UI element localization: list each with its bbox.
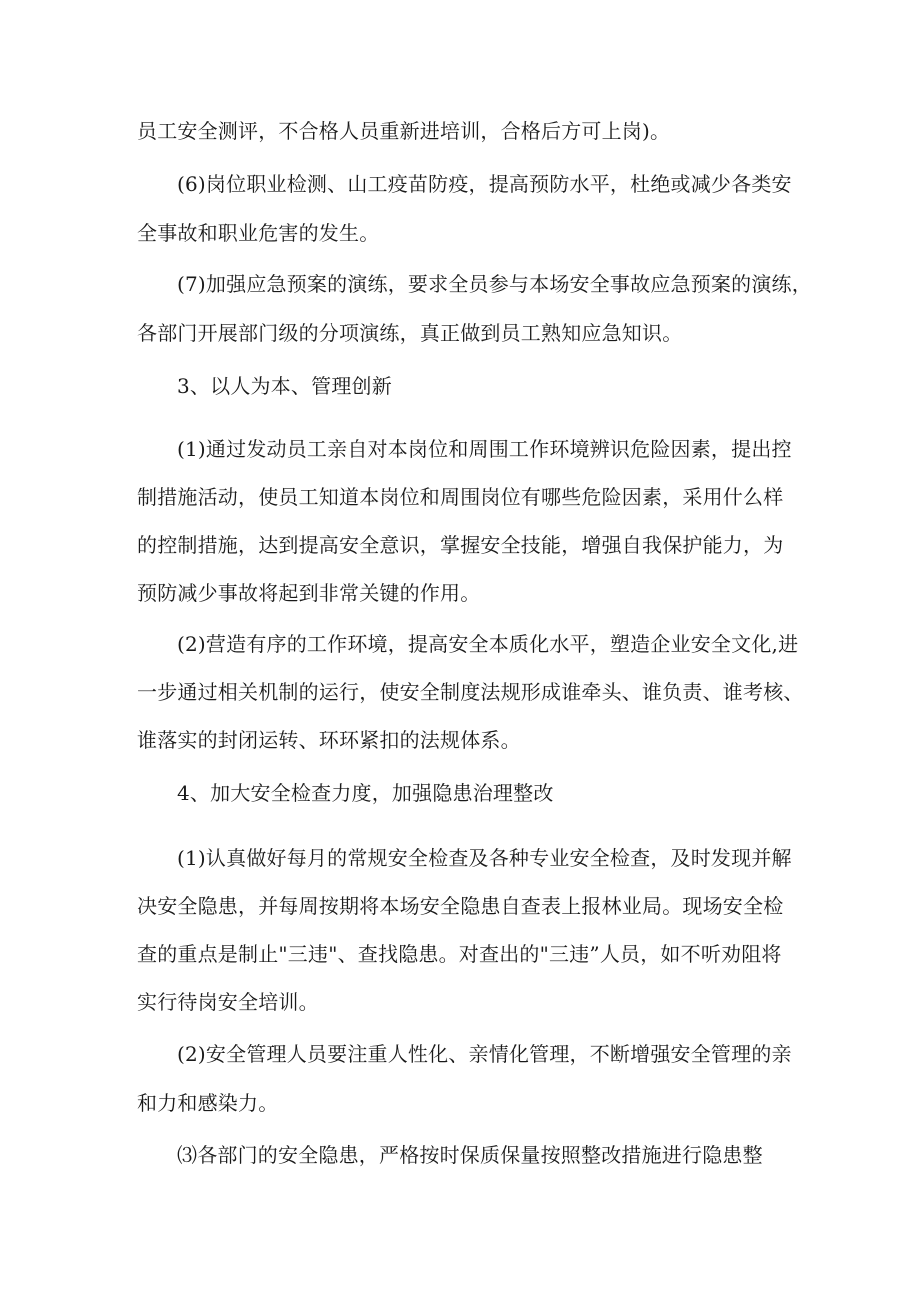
paragraph-6-line-2: 全事故和职业危害的发生。	[137, 221, 380, 245]
section-4-item-1-line-3: 查的重点是制止"三违"、查找隐患。对查出的"三违”人员，如不听劝阻将	[137, 942, 782, 966]
section-heading-3: 3、以人为本、管理创新	[177, 374, 392, 398]
section-3-item-2-line-1: (2)营造有序的工作环境，提高安全本质化水平，塑造企业安全文化,进	[177, 632, 799, 656]
section-heading-4: 4、加大安全检查力度，加强隐患治理整改	[177, 781, 554, 805]
section-3-item-2-line-2: 一步通过相关机制的运行，使安全制度法规形成谁牵头、谁负责、谁考核、	[137, 680, 804, 704]
section-4-item-2-line-1: (2)安全管理人员要注重人性化、亲情化管理，不断增强安全管理的亲	[177, 1042, 792, 1066]
section-3-item-2-line-3: 谁落实的封闭运转、环环紧扣的法规体系。	[137, 728, 521, 752]
section-4-item-1-line-2: 决安全隐患，并每周按期将本场安全隐患自查表上报林业局。现场安全检	[137, 894, 784, 918]
section-3-item-1-line-1: (1)通过发动员工亲自对本岗位和周围工作环境辨识危险因素，提出控	[177, 437, 792, 461]
section-3-item-1-line-4: 预防减少事故将起到非常关键的作用。	[137, 581, 481, 605]
paragraph-7-line-1: (7)加强应急预案的演练，要求全员参与本场安全事故应急预案的演练，	[177, 272, 812, 296]
text-line: 员工安全测评，不合格人员重新进培训，合格后方可上岗)。	[137, 119, 671, 143]
section-4-item-1-line-1: (1)认真做好每月的常规安全检查及各种专业安全检查，及时发现并解	[177, 846, 792, 870]
section-4-item-3-line-1: ⑶各部门的安全隐患，严格按时保质保量按照整改措施进行隐患整	[177, 1143, 763, 1167]
section-4-item-1-line-4: 实行待岗安全培训。	[137, 990, 319, 1014]
section-3-item-1-line-3: 的控制措施，达到提高安全意识，掌握安全技能，增强自我保护能力，为	[137, 533, 784, 557]
paragraph-6-line-1: (6)岗位职业检测、山工疫苗防疫，提高预防水平，杜绝或减少各类安	[177, 172, 792, 196]
paragraph-7-line-2: 各部门开展部门级的分项演练，真正做到员工熟知应急知识。	[137, 321, 683, 345]
section-4-item-2-line-2: 和力和感染力。	[137, 1091, 279, 1115]
section-3-item-1-line-2: 制措施活动，使员工知道本岗位和周围岗位有哪些危险因素，采用什么样	[137, 485, 784, 509]
